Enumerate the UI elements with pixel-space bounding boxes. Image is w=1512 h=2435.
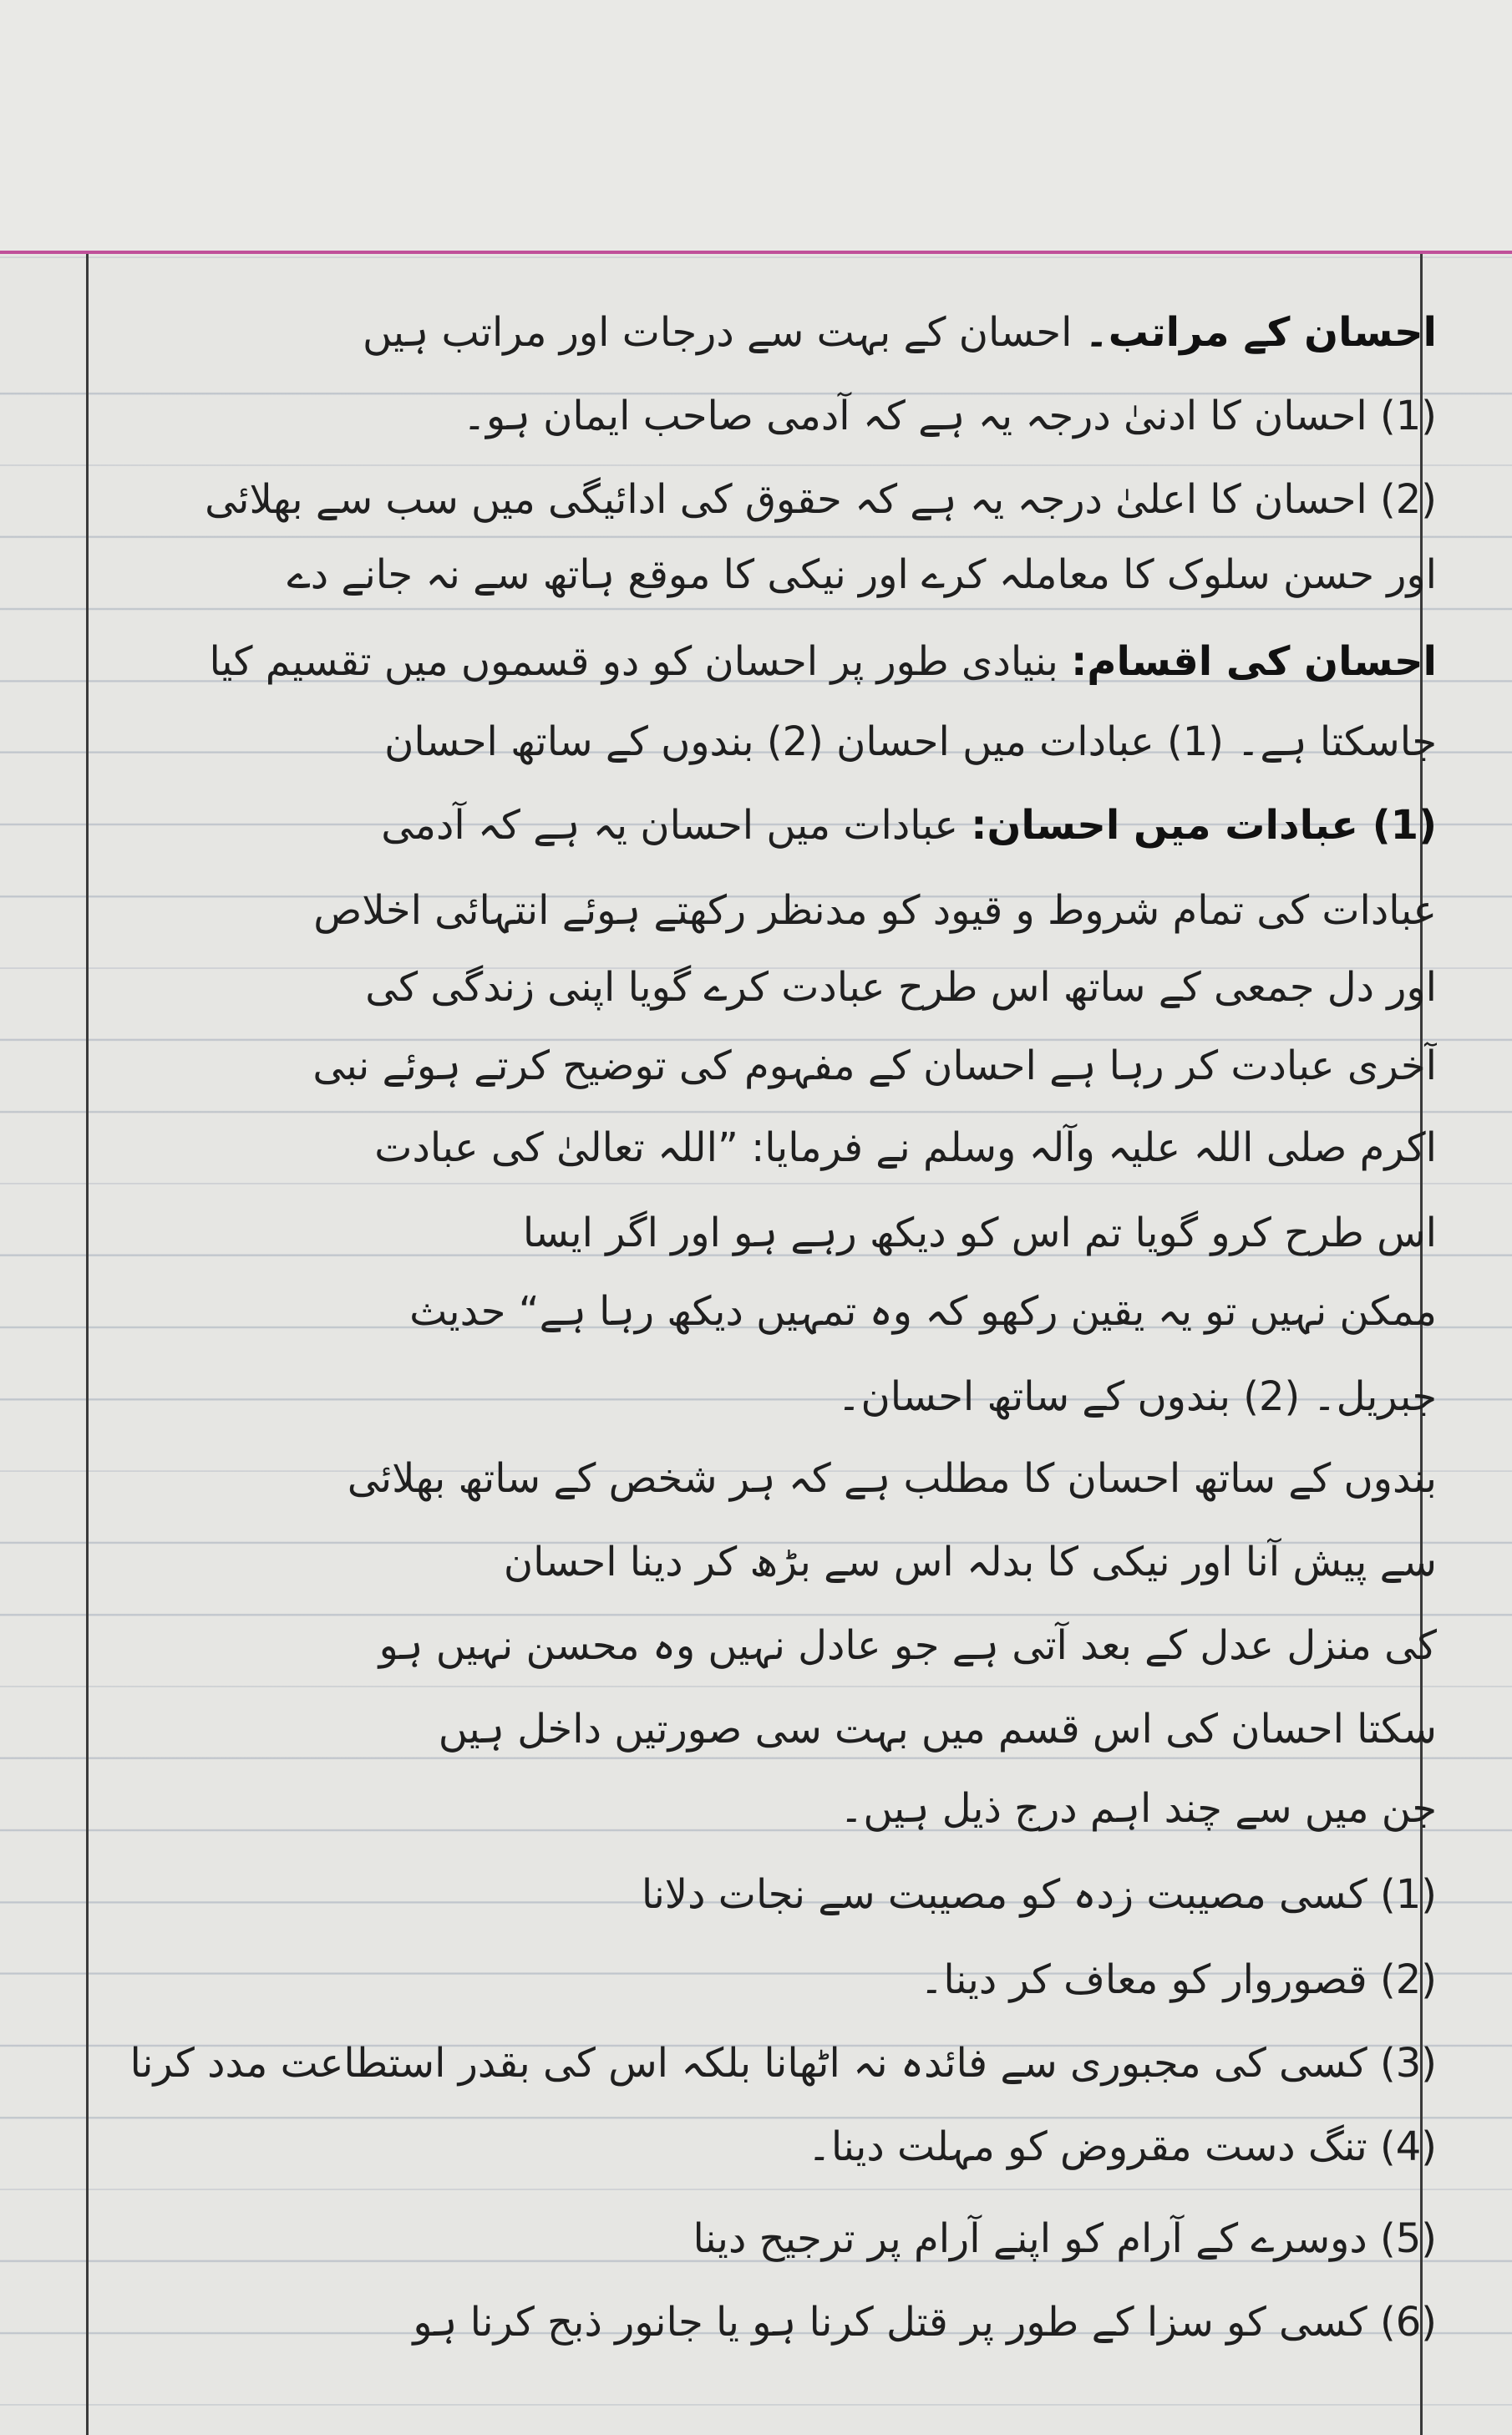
text-line-12 xyxy=(67,1200,1437,1266)
list-item-1 xyxy=(67,1861,1437,1928)
line-text: اکرم صلی اللہ علیہ وآلہ وسلم نے فرمایا: ”اللہ تعالیٰ کی عبادت xyxy=(374,1124,1437,1171)
heading-people: جبریل۔ (2) بندوں کے ساتھ احسان۔ xyxy=(837,1373,1437,1420)
text-line-17 xyxy=(67,1612,1437,1679)
text-line-18 xyxy=(67,1696,1437,1763)
text-line-10 xyxy=(67,1032,1437,1099)
text-line-6 xyxy=(67,708,1437,775)
text-line-14 xyxy=(67,1363,1437,1430)
list-item-2 xyxy=(67,1946,1437,2013)
line-text: احسان کے بہت سے درجات اور مراتب ہیں xyxy=(363,309,1085,356)
heading-types: احسان کی اقسام: xyxy=(1071,638,1437,685)
text-line-13 xyxy=(67,1278,1437,1345)
line-text: (2) قصوروار کو معاف کر دینا۔ xyxy=(920,1956,1437,2003)
text-line-7 xyxy=(67,792,1437,859)
line-text: سکتا احسان کی اس قسم میں بہت سی صورتیں داخل ہیں xyxy=(438,1706,1437,1753)
line-text: عبادات میں احسان یہ ہے کہ آدمی xyxy=(381,802,972,849)
line-text: بنیادی طور پر احسان کو دو قسموں میں تقسیم کیا xyxy=(209,638,1072,685)
text-line-16 xyxy=(67,1529,1437,1595)
text-line-8 xyxy=(67,877,1437,944)
line-text: (3) کسی کی مجبوری سے فائدہ نہ اٹھانا بلکہ اس کی بقدر استطاعت مدد کرنا xyxy=(129,2040,1437,2087)
text-line-1 xyxy=(67,299,1437,366)
text-line-5 xyxy=(67,628,1437,695)
line-text: جاسکتا ہے۔ (1) عبادات میں احسان (2) بندوں کے ساتھ احسان xyxy=(384,718,1437,765)
line-text: اس طرح کرو گویا تم اس کو دیکھ رہے ہو اور اگر ایسا xyxy=(522,1210,1437,1256)
list-item-4 xyxy=(67,2113,1437,2180)
line-text: کی منزل عدل کے بعد آتی ہے جو عادل نہیں وہ محسن نہیں ہو xyxy=(378,1622,1437,1669)
heading-ranks: احسان کے مراتب۔ xyxy=(1084,309,1437,356)
list-item-3 xyxy=(67,2030,1437,2097)
line-text: ممکن نہیں تو یہ یقین رکھو کہ وہ تمہیں دیکھ رہا ہے“ حدیث xyxy=(409,1288,1437,1335)
line-text: بندوں کے ساتھ احسان کا مطلب ہے کہ ہر شخص کے ساتھ بھلائی xyxy=(347,1455,1437,1502)
line-text: (2) احسان کا اعلیٰ درجہ یہ ہے کہ حقوق کی ادائیگی میں سب سے بھلائی xyxy=(205,476,1437,523)
line-text: اور حسن سلوک کا معاملہ کرے اور نیکی کا موقع ہاتھ سے نہ جانے دے xyxy=(287,551,1437,598)
text-line-19 xyxy=(67,1775,1437,1842)
text-line-9 xyxy=(67,954,1437,1021)
text-line-11 xyxy=(67,1114,1437,1181)
line-text: عبادات کی تمام شروط و قیود کو مدنظر رکھتے ہوئے انتہائی اخلاص xyxy=(313,887,1437,934)
line-text: آخری عبادت کر رہا ہے احسان کے مفہوم کی توضیح کرتے ہوئے نبی xyxy=(312,1042,1437,1089)
heading-worship: (1) عبادات میں احسان: xyxy=(971,802,1437,849)
text-line-2 xyxy=(67,383,1437,449)
line-text: (6) کسی کو سزا کے طور پر قتل کرنا ہو یا جانور ذبح کرنا ہو xyxy=(413,2299,1437,2346)
line-text: اور دل جمعی کے ساتھ اس طرح عبادت کرے گویا اپنی زندگی کی xyxy=(365,964,1437,1011)
line-text: (5) دوسرے کے آرام کو اپنے آرام پر ترجیح دینا xyxy=(693,2215,1437,2262)
line-text: (1) احسان کا ادنیٰ درجہ یہ ہے کہ آدمی صاحب ایمان ہو۔ xyxy=(462,393,1437,439)
line-text: سے پیش آنا اور نیکی کا بدلہ اس سے بڑھ کر دینا احسان xyxy=(503,1539,1437,1585)
text-line-4 xyxy=(67,541,1437,608)
line-text: جن میں سے چند اہم درج ذیل ہیں۔ xyxy=(840,1785,1437,1832)
list-item-5 xyxy=(67,2205,1437,2272)
text-line-3 xyxy=(67,466,1437,533)
line-text: (4) تنگ دست مقروض کو مہلت دینا۔ xyxy=(807,2123,1437,2170)
line-text: (1) کسی مصیبت زدہ کو مصیبت سے نجات دلانا xyxy=(641,1871,1437,1918)
list-item-6 xyxy=(67,2289,1437,2356)
text-line-15 xyxy=(67,1445,1437,1512)
